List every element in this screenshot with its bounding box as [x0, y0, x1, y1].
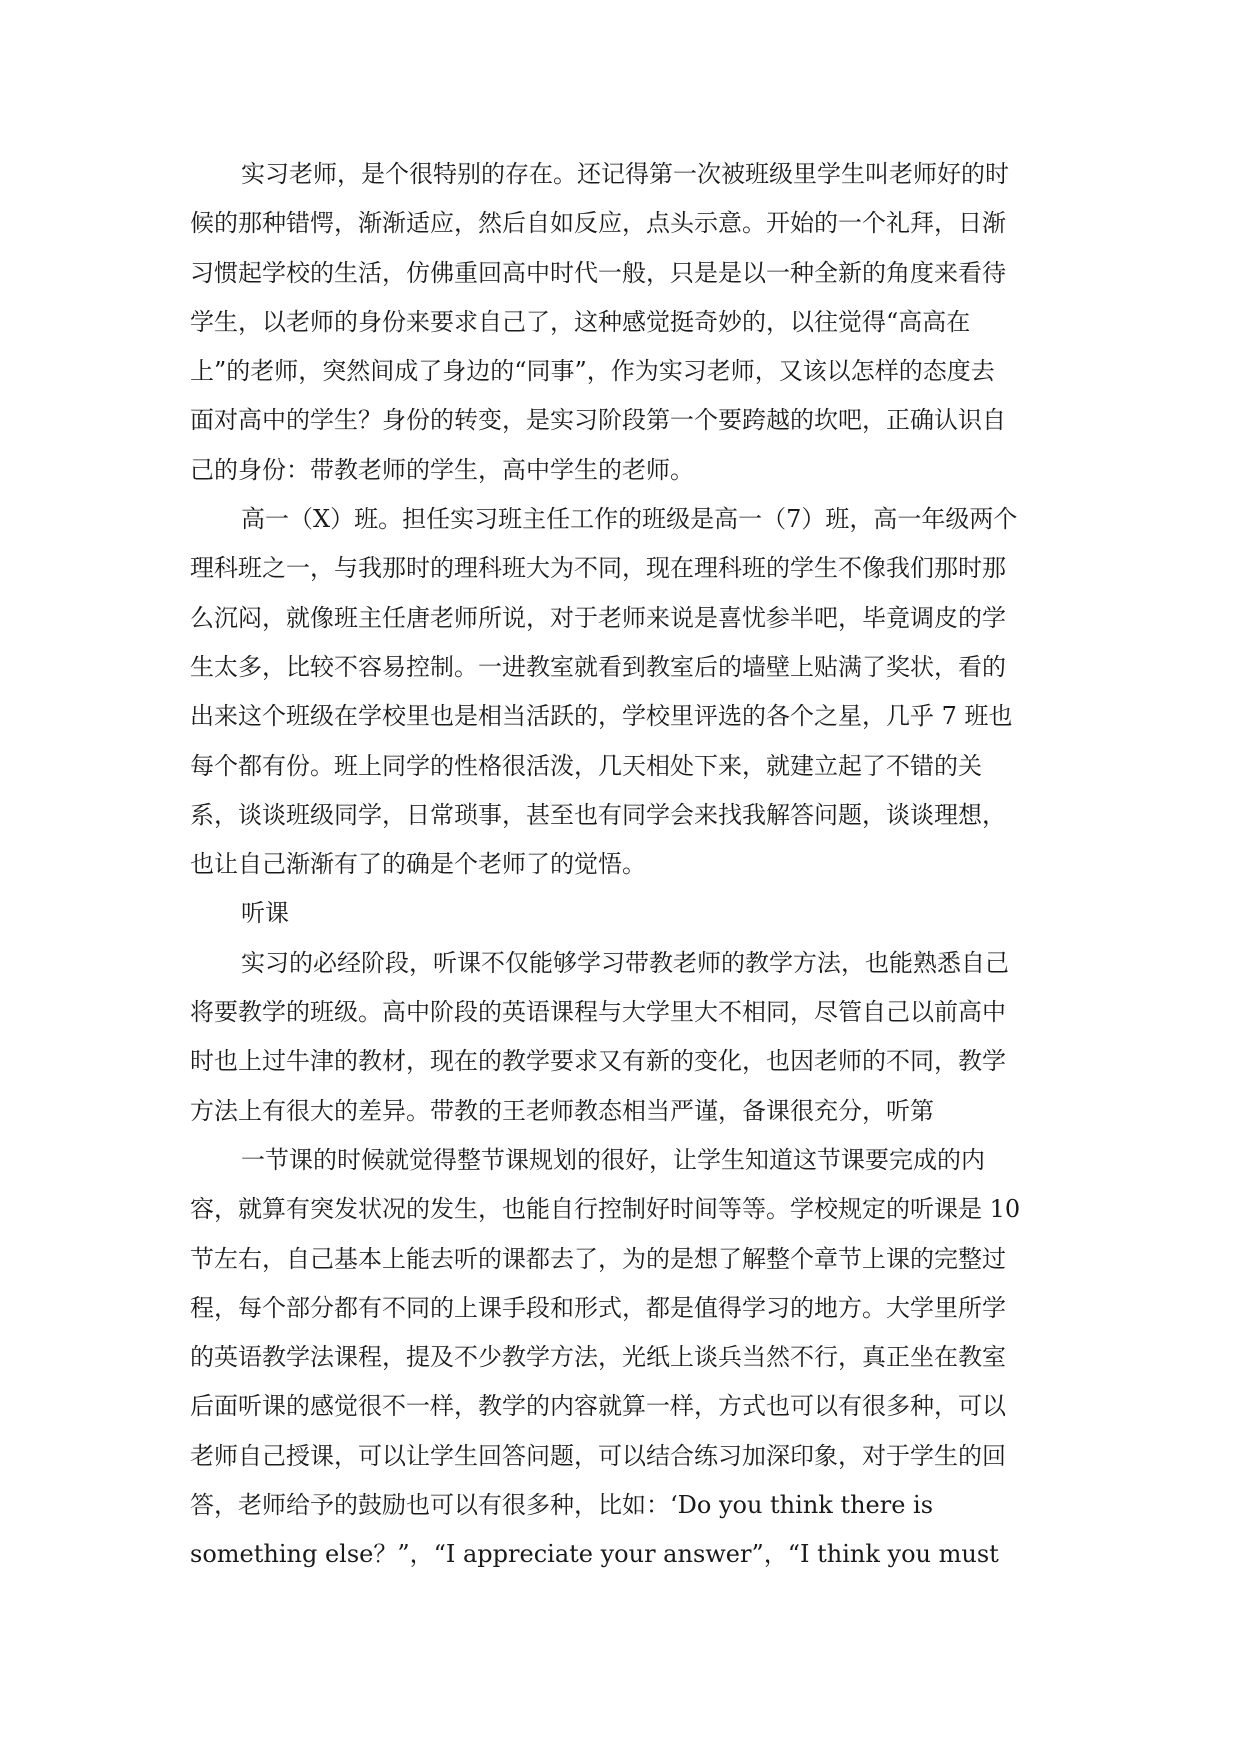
paragraph-line: 答，老师给予的鼓励也可以有很多种，比如：‘Do you think there is	[190, 1491, 934, 1520]
paragraph-line: 后面听课的感觉很不一样，教学的内容就算一样，方式也可以有很多种，可以	[190, 1392, 1006, 1421]
paragraph-line: 面对高中的学生？身份的转变，是实习阶段第一个要跨越的坎吧，正确认识自	[190, 406, 1006, 435]
paragraph-line: 一节课的时候就觉得整节课规划的很好，让学生知道这节课要完成的内	[241, 1145, 985, 1174]
paragraph-line: 的英语教学法课程，提及不少教学方法，光纸上谈兵当然不行，真正坐在教室	[190, 1343, 1006, 1372]
paragraph-line: 实习的必经阶段，听课不仅能够学习带教老师的教学方法，也能熟悉自己	[241, 948, 1009, 977]
paragraph-line: 生太多，比较不容易控制。一进教室就看到教室后的墙壁上贴满了奖状，看的	[190, 652, 1006, 681]
document-body	[190, 150, 1050, 1580]
paragraph-line: 理科班之一，与我那时的理科班大为不同，现在理科班的学生不像我们那时那	[190, 554, 1006, 583]
paragraph-line: 容，就算有突发状况的发生，也能自行控制好时间等等。学校规定的听课是 10	[190, 1195, 1021, 1224]
paragraph-line: 将要教学的班级。高中阶段的英语课程与大学里大不相同，尽管自己以前高中	[190, 998, 1006, 1027]
paragraph-line: 习惯起学校的生活，仿佛重回高中时代一般，只是是以一种全新的角度来看待	[190, 258, 1006, 287]
paragraph-line: 高一（X）班。担任实习班主任工作的班级是高一（7）班，高一年级两个	[241, 505, 1018, 534]
paragraph-line: 么沉闷，就像班主任唐老师所说，对于老师来说是喜忧参半吧，毕竟调皮的学	[190, 603, 1006, 632]
paragraph-line: 时也上过牛津的教材，现在的教学要求又有新的变化，也因老师的不同，教学	[190, 1047, 1006, 1076]
paragraph-line: 学生，以老师的身份来要求自己了，这种感觉挺奇妙的，以往觉得“高高在	[190, 307, 971, 336]
section-heading: 听课	[241, 899, 289, 928]
paragraph-line: 节左右，自己基本上能去听的课都去了，为的是想了解整个章节上课的完整过	[190, 1244, 1006, 1273]
paragraph-line: 程，每个部分都有不同的上课手段和形式，都是值得学习的地方。大学里所学	[190, 1293, 1006, 1322]
paragraph-line: 老师自己授课，可以让学生回答问题，可以结合练习加深印象，对于学生的回	[190, 1441, 1006, 1470]
paragraph-line: 己的身份：带教老师的学生，高中学生的老师。	[190, 455, 694, 484]
paragraph-line: 实习老师，是个很特别的存在。还记得第一次被班级里学生叫老师好的时	[241, 160, 1009, 188]
paragraph-line: 候的那种错愕，渐渐适应，然后自如反应，点头示意。开始的一个礼拜，日渐	[190, 209, 1006, 238]
paragraph-line: 出来这个班级在学校里也是相当活跃的，学校里评选的各个之星，几乎 7 班也	[190, 702, 1013, 731]
paragraph-line: 也让自己渐渐有了的确是个老师了的觉悟。	[190, 850, 646, 879]
paragraph-line: something else？”，“I appreciate your answer”，“I think you must	[190, 1540, 999, 1569]
paragraph-line: 方法上有很大的差异。带教的王老师教态相当严谨，备课很充分，听第	[190, 1096, 934, 1125]
paragraph-line: 系，谈谈班级同学，日常琐事，甚至也有同学会来找我解答问题，谈谈理想，	[190, 800, 1006, 829]
paragraph-line: 上”的老师，突然间成了身边的“同事”，作为实习老师，又该以怎样的态度去	[190, 357, 995, 386]
paragraph-line: 每个都有份。班上同学的性格很活泼，几天相处下来，就建立起了不错的关	[190, 751, 982, 780]
